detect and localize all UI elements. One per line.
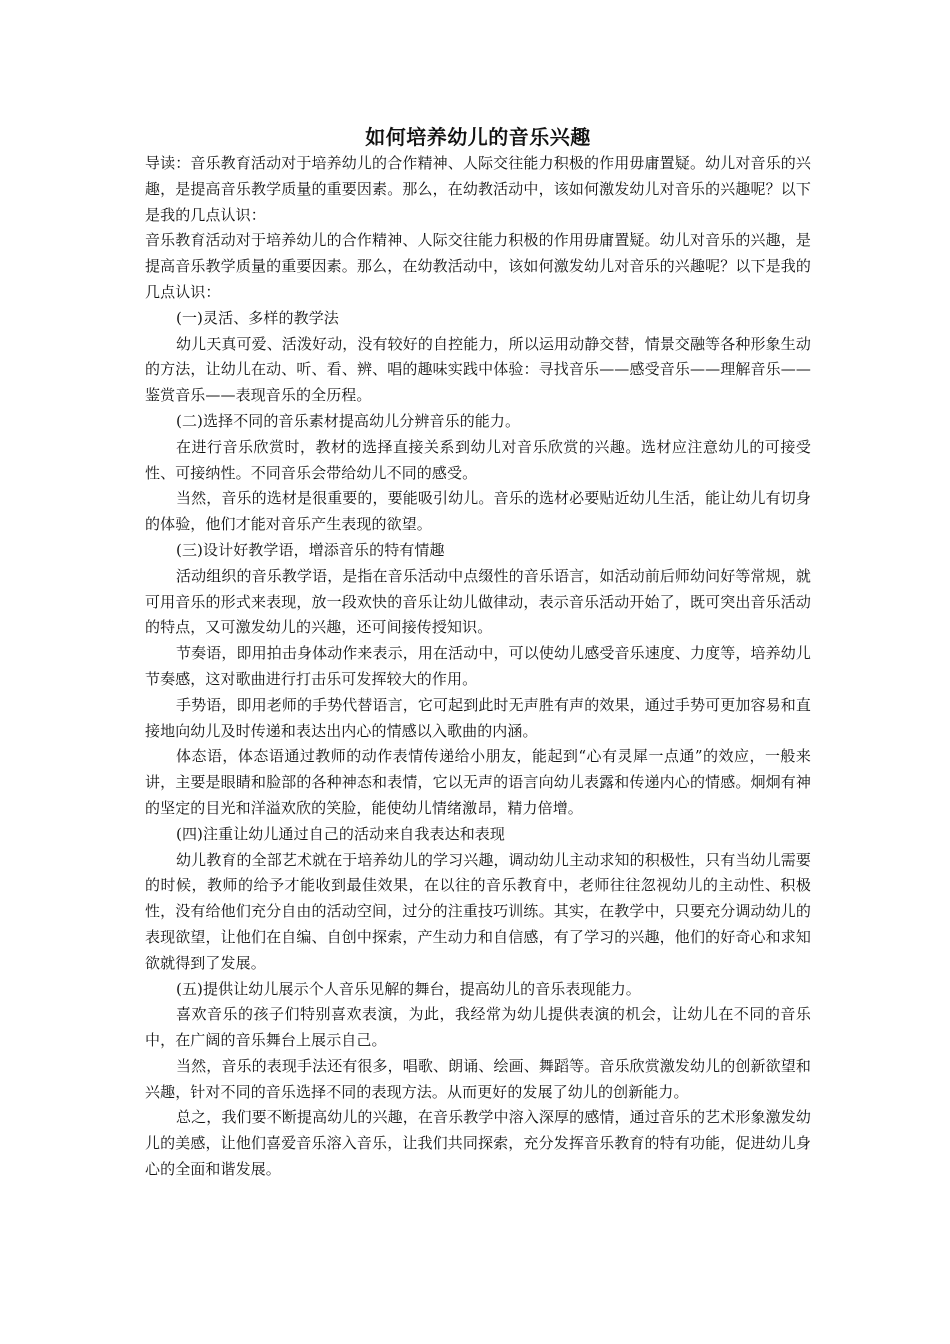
paragraph: 在进行音乐欣赏时，教材的选择直接关系到幼儿对音乐欣赏的兴趣。选材应注意幼儿的可接受性、可接纳性。不同音乐会带给幼儿不同的感受。 [145,437,811,482]
paragraph: 音乐教育活动对于培养幼儿的合作精神、人际交往能力积极的作用毋庸置疑。幼儿对音乐的兴趣，是提高音乐教学质量的重要因素。那么，在幼教活动中，该如何激发幼儿对音乐的兴趣呢？以下是我的几点认识： [145,231,811,301]
paragraph: 导读：音乐教育活动对于培养幼儿的合作精神、人际交往能力积极的作用毋庸置疑。幼儿对音乐的兴趣，是提高音乐教学质量的重要因素。那么，在幼教活动中，该如何激发幼儿对音乐的兴趣呢？以下是我的几点认识： [145,154,811,224]
paragraph: 活动组织的音乐教学语，是指在音乐活动中点缀性的音乐语言，如活动前后师幼问好等常规，就可用音乐的形式来表现，放一段欢快的音乐让幼儿做律动，表示音乐活动开始了，既可突出音乐活动的特点，又可激发幼儿的兴趣，还可间接传授知识。 [145,566,811,637]
paragraph: 手势语，即用老师的手势代替语言，它可起到此时无声胜有声的效果，通过手势可更加容易和直接地向幼儿及时传递和表达出内心的情感以入歌曲的内涵。 [145,695,811,740]
document-body [145,151,811,1183]
paragraph: 总之，我们要不断提高幼儿的兴趣，在音乐教学中溶入深厚的感情，通过音乐的艺术形象激发幼儿的美感，让他们喜爱音乐溶入音乐，让我们共同探索，充分发挥音乐教育的特有功能，促进幼儿身心的全面和谐发展。 [145,1108,811,1179]
paragraph: 喜欢音乐的孩子们特别喜欢表演，为此，我经常为幼儿提供表演的机会，让幼儿在不同的音乐中，在广阔的音乐舞台上展示自己。 [145,1005,811,1050]
paragraph: 幼儿教育的全部艺术就在于培养幼儿的学习兴趣，调动幼儿主动求知的积极性，只有当幼儿需要的时候，教师的给予才能收到最佳效果，在以往的音乐教育中，老师往往忽视幼儿的主动性、积极性，没有给他们充分自由的活动空间，过分的注重技巧训练。其实，在教学中，只要充分调动幼儿的表现欲望，让他们在自编、自创中探索，产生动力和自信感，有了学习的兴趣，他们的好奇心和求知欲就得到了发展。 [145,850,811,972]
document-page [145,124,811,1183]
section-heading: (四)注重让幼儿通过自己的活动来自我表达和表现 [176,824,506,843]
section-heading: (五)提供让幼儿展示个人音乐见解的舞台，提高幼儿的音乐表现能力。 [176,979,641,998]
paragraph: 当然，音乐的选材是很重要的，要能吸引幼儿。音乐的选材必要贴近幼儿生活，能让幼儿有切身的体验，他们才能对音乐产生表现的欲望。 [145,489,811,534]
paragraph: 幼儿天真可爱、活泼好动，没有较好的自控能力，所以运用动静交替，情景交融等各种形象生动的方法，让幼儿在动、听、看、辨、唱的趣味实践中体验：寻找音乐——感受音乐——理解音乐——鉴赏音乐——表现音乐的全历程。 [145,334,811,405]
section-heading: (二)选择不同的音乐素材提高幼儿分辨音乐的能力。 [176,411,521,430]
paragraph: 节奏语，即用拍击身体动作来表示，用在活动中，可以使幼儿感受音乐速度、力度等，培养幼儿节奏感，这对歌曲进行打击乐可发挥较大的作用。 [145,644,811,688]
paragraph: 体态语，体态语通过教师的动作表情传递给小朋友，能起到“心有灵犀一点通”的效应，一般来讲，主要是眼睛和脸部的各种神态和表情，它以无声的语言向幼儿表露和传递内心的情感。炯炯有神的坚定的目光和洋溢欢欣的笑脸，能使幼儿情绪激昂，精力倍增。 [145,747,811,817]
section-heading: (三)设计好教学语，增添音乐的特有情趣 [176,540,445,559]
paragraph: 当然，音乐的表现手法还有很多，唱歌、朗诵、绘画、舞蹈等。音乐欣赏激发幼儿的创新欲望和兴趣，针对不同的音乐选择不同的表现方法。从而更好的发展了幼儿的创新能力。 [145,1056,811,1101]
document-title: 如何培养幼儿的音乐兴趣 [365,125,591,149]
section-heading: (一)灵活、多样的教学法 [176,308,339,327]
